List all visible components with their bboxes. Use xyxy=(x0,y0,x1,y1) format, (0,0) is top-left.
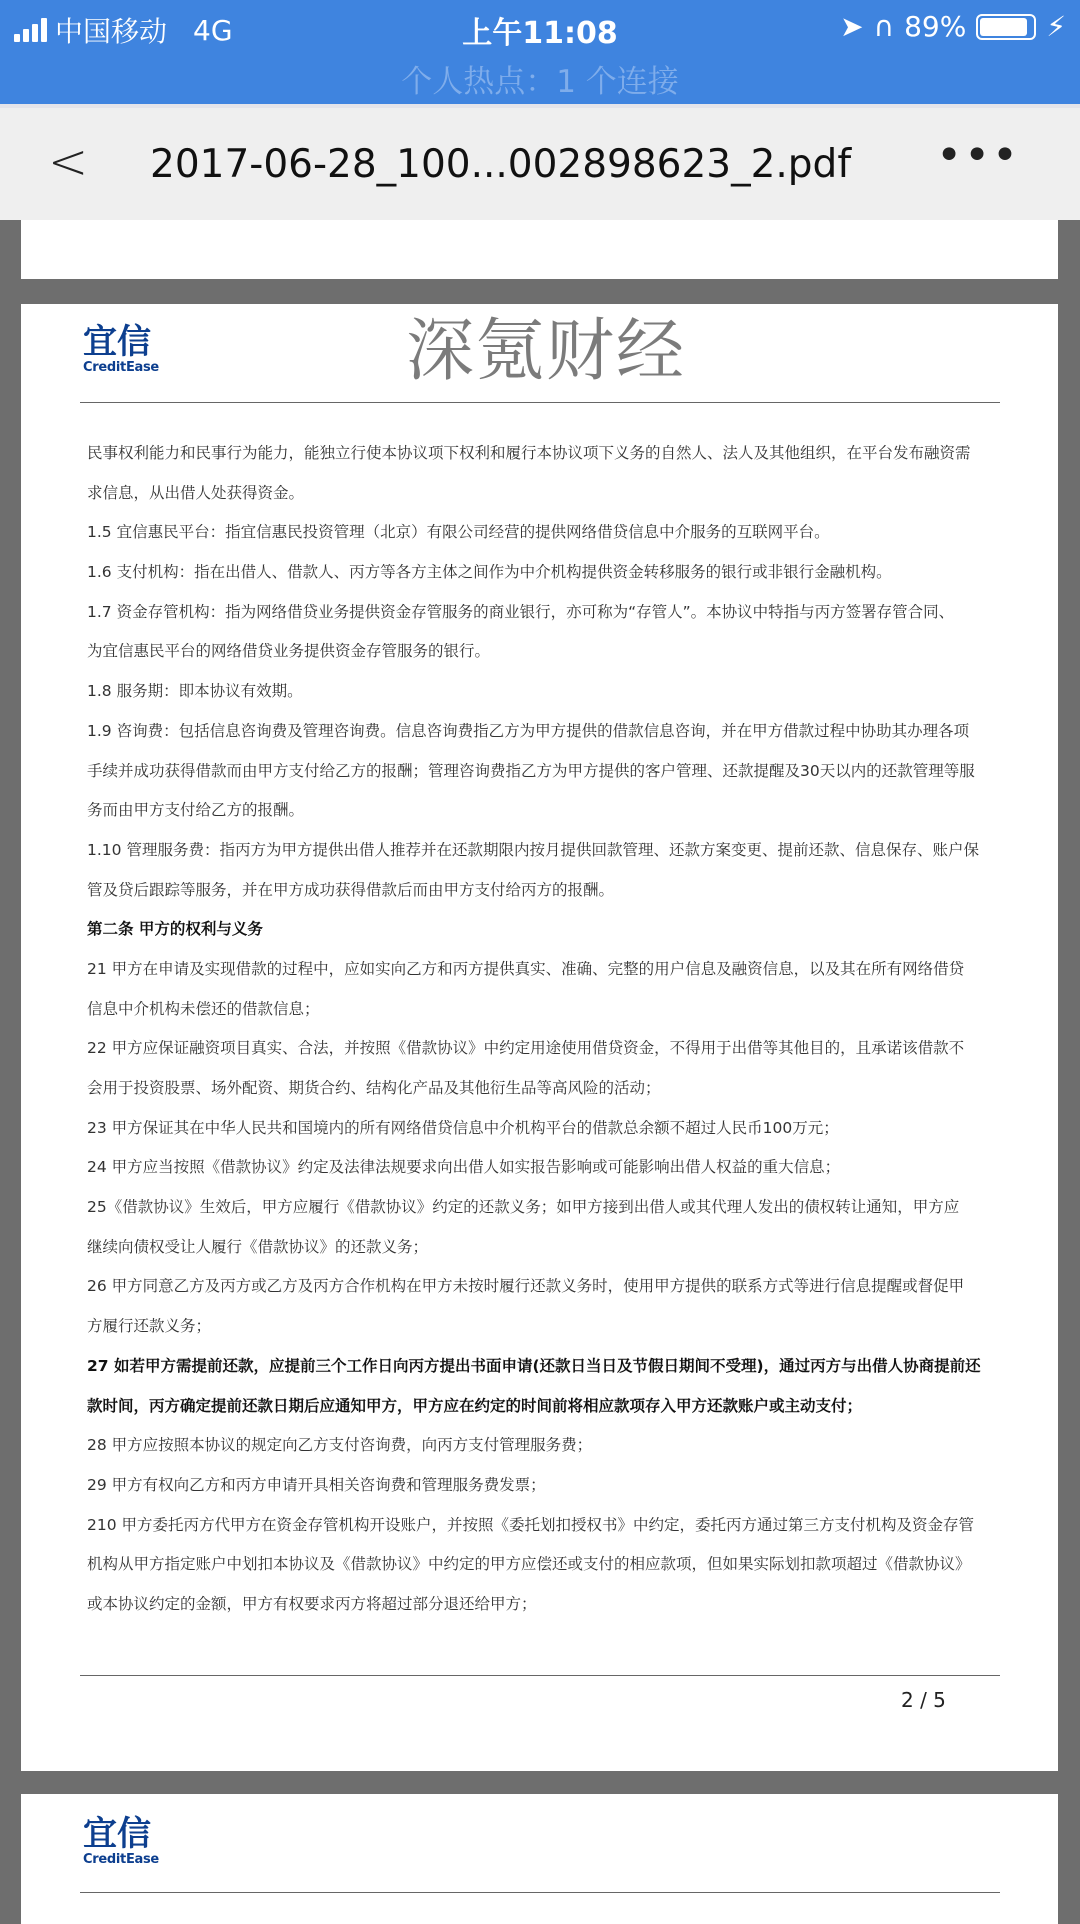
text-line: 为宜信惠民平台的网络借贷业务提供资金存管服务的银行。 xyxy=(87,642,491,661)
text-line: 210 甲方委托丙方代甲方在资金存管机构开设账户，并按照《委托划扣授权书》中约定，委托丙方通过第三方支付机构及资金存管 xyxy=(87,1515,975,1534)
text-line: 信息中介机构未偿还的借款信息； xyxy=(87,999,320,1018)
page-number: 2 / 5 xyxy=(901,1688,946,1712)
text-line: 1.5 宜信惠民平台：指宜信惠民投资管理（北京）有限公司经营的提供网络借贷信息中介服务的互联网平台。 xyxy=(87,523,830,542)
headphones-icon: ∩ xyxy=(873,10,895,43)
text-line: 会用于投资股票、场外配资、期货合约、结构化产品及其他衍生品等高风险的活动； xyxy=(87,1079,661,1097)
text-line: 28 甲方应按照本协议的规定向乙方支付咨询费，向丙方支付管理服务费； xyxy=(87,1436,593,1455)
back-chevron-icon[interactable]: < xyxy=(48,134,89,190)
text-line: 方履行还款义务； xyxy=(87,1317,212,1336)
text-line: 1.9 咨询费：包括信息咨询费及管理咨询费。信息咨询费指乙方为甲方提供的借款信息咨询，并在甲方借款过程中协助其办理各项 xyxy=(87,721,970,740)
text-line: 25《借款协议》生效后，甲方应履行《借款协议》约定的还款义务；如甲方接到出借人或其代理人发出的债权转让通知，甲方应 xyxy=(87,1198,960,1217)
carrier: 中国移动 xyxy=(55,15,168,48)
text-line: 23 甲方保证其在中华人民共和国境内的所有网络借贷信息中介机构平台的借款总余额不超过人民币100万元； xyxy=(87,1118,839,1137)
text-line: 求信息，从出借人处获得资金。 xyxy=(87,483,305,502)
logo-en: CreditEase xyxy=(83,360,159,375)
document-title: 2017-06-28_100...002898623_2.pdf xyxy=(150,142,852,187)
text-line: 务而由甲方支付给乙方的报酬。 xyxy=(87,801,305,820)
text-line: 1.7 资金存管机构：指为网络借贷业务提供资金存管服务的商业银行，亦可称为“存管人”。本协议中特指与丙方签署存管合同、 xyxy=(87,602,955,621)
text-line: 26 甲方同意乙方及丙方或乙方及丙方合作机构在甲方未按时履行还款义务时，使用甲方提供的联系方式等进行信息提醒或督促甲 xyxy=(87,1277,965,1296)
pdf-page-2 xyxy=(21,304,1058,1771)
pdf-page-3 xyxy=(21,1794,1058,1924)
footer-divider xyxy=(80,1675,1000,1676)
status-bar xyxy=(0,0,1080,104)
bold-text-line: 款时间，丙方确定提前还款日期后应通知甲方，甲方应在约定的时间前将相应款项存入甲方还款账户或主动支付； xyxy=(87,1396,863,1415)
header-divider xyxy=(80,1892,1000,1893)
nav-bar xyxy=(0,104,1080,220)
watermark: 深氪财经 xyxy=(406,312,687,391)
text-line: 管及贷后跟踪等服务，并在甲方成功获得借款后而由甲方支付给丙方的报酬。 xyxy=(87,880,615,899)
hotspot-banner[interactable]: 个人热点：1 个连接 xyxy=(401,64,679,100)
charging-icon: ⚡ xyxy=(1046,10,1066,43)
text-line: 手续并成功获得借款而由甲方支付给乙方的报酬；管理咨询费指乙方为甲方提供的客户管理、还款提醒及30天以内的还款管理等服 xyxy=(87,761,975,780)
logo-cn: 宜信 xyxy=(83,1814,151,1854)
header-divider xyxy=(80,402,1000,403)
bold-text-line: 27 如若甲方需提前还款，应提前三个工作日向丙方提出书面申请(还款日当日及节假日期间不受理)，通过丙方与出借人协商提前还 xyxy=(87,1356,981,1375)
bold-text-line: 第二条 甲方的权利与义务 xyxy=(87,920,263,939)
text-line: 21 甲方在申请及实现借款的过程中，应如实向乙方和丙方提供真实、准确、完整的用户信息及融资信息，以及其在所有网络借贷 xyxy=(87,959,965,978)
creditease-logo xyxy=(83,324,159,375)
battery-percent: 89% xyxy=(904,10,967,43)
text-line: 机构从甲方指定账户中划扣本协议及《借款协议》中约定的甲方应偿还或支付的相应款项，但如果实际划扣款项超过《借款协议》 xyxy=(87,1555,971,1574)
clock: 上午11:08 xyxy=(462,16,618,51)
text-line: 22 甲方应保证融资项目真实、合法，并按照《借款协议》中约定用途使用借贷资金，不得用于出借等其他目的，且承诺该借款不 xyxy=(87,1039,965,1058)
pdf-page-1-fragment xyxy=(21,220,1058,279)
logo-en: CreditEase xyxy=(83,1852,159,1867)
page-body-text xyxy=(87,434,1017,1625)
location-icon: ➤ xyxy=(840,10,864,43)
text-line: 1.10 管理服务费：指丙方为甲方提供出借人推荐并在还款期限内按月提供回款管理、还款方案变更、提前还款、信息保存、账户保 xyxy=(87,840,979,859)
text-line: 24 甲方应当按照《借款协议》约定及法律法规要求向出借人如实报告影响或可能影响出借人权益的重大信息； xyxy=(87,1158,841,1177)
text-line: 继续向债权受让人履行《借款协议》的还款义务； xyxy=(87,1237,429,1256)
text-line: 1.6 支付机构：指在出借人、借款人、丙方等各方主体之间作为中介机构提供资金转移服务的银行或非银行金融机构。 xyxy=(87,563,892,582)
status-icons xyxy=(840,10,1066,43)
more-options-icon[interactable]: ••• xyxy=(936,130,1020,181)
creditease-logo xyxy=(83,1816,159,1867)
text-line: 29 甲方有权向乙方和丙方申请开具相关咨询费和管理服务费发票； xyxy=(87,1475,546,1494)
text-line: 民事权利能力和民事行为能力，能独立行使本协议项下权利和履行本协议项下义务的自然人、法人及其他组织，在平台发布融资需 xyxy=(87,444,971,462)
battery-icon xyxy=(976,14,1036,40)
text-line: 或本协议约定的金额，甲方有权要求丙方将超过部分退还给甲方； xyxy=(87,1594,537,1613)
network-type: 4G xyxy=(193,13,233,47)
logo-cn: 宜信 xyxy=(83,322,151,362)
text-line: 1.8 服务期：即本协议有效期。 xyxy=(87,682,303,701)
